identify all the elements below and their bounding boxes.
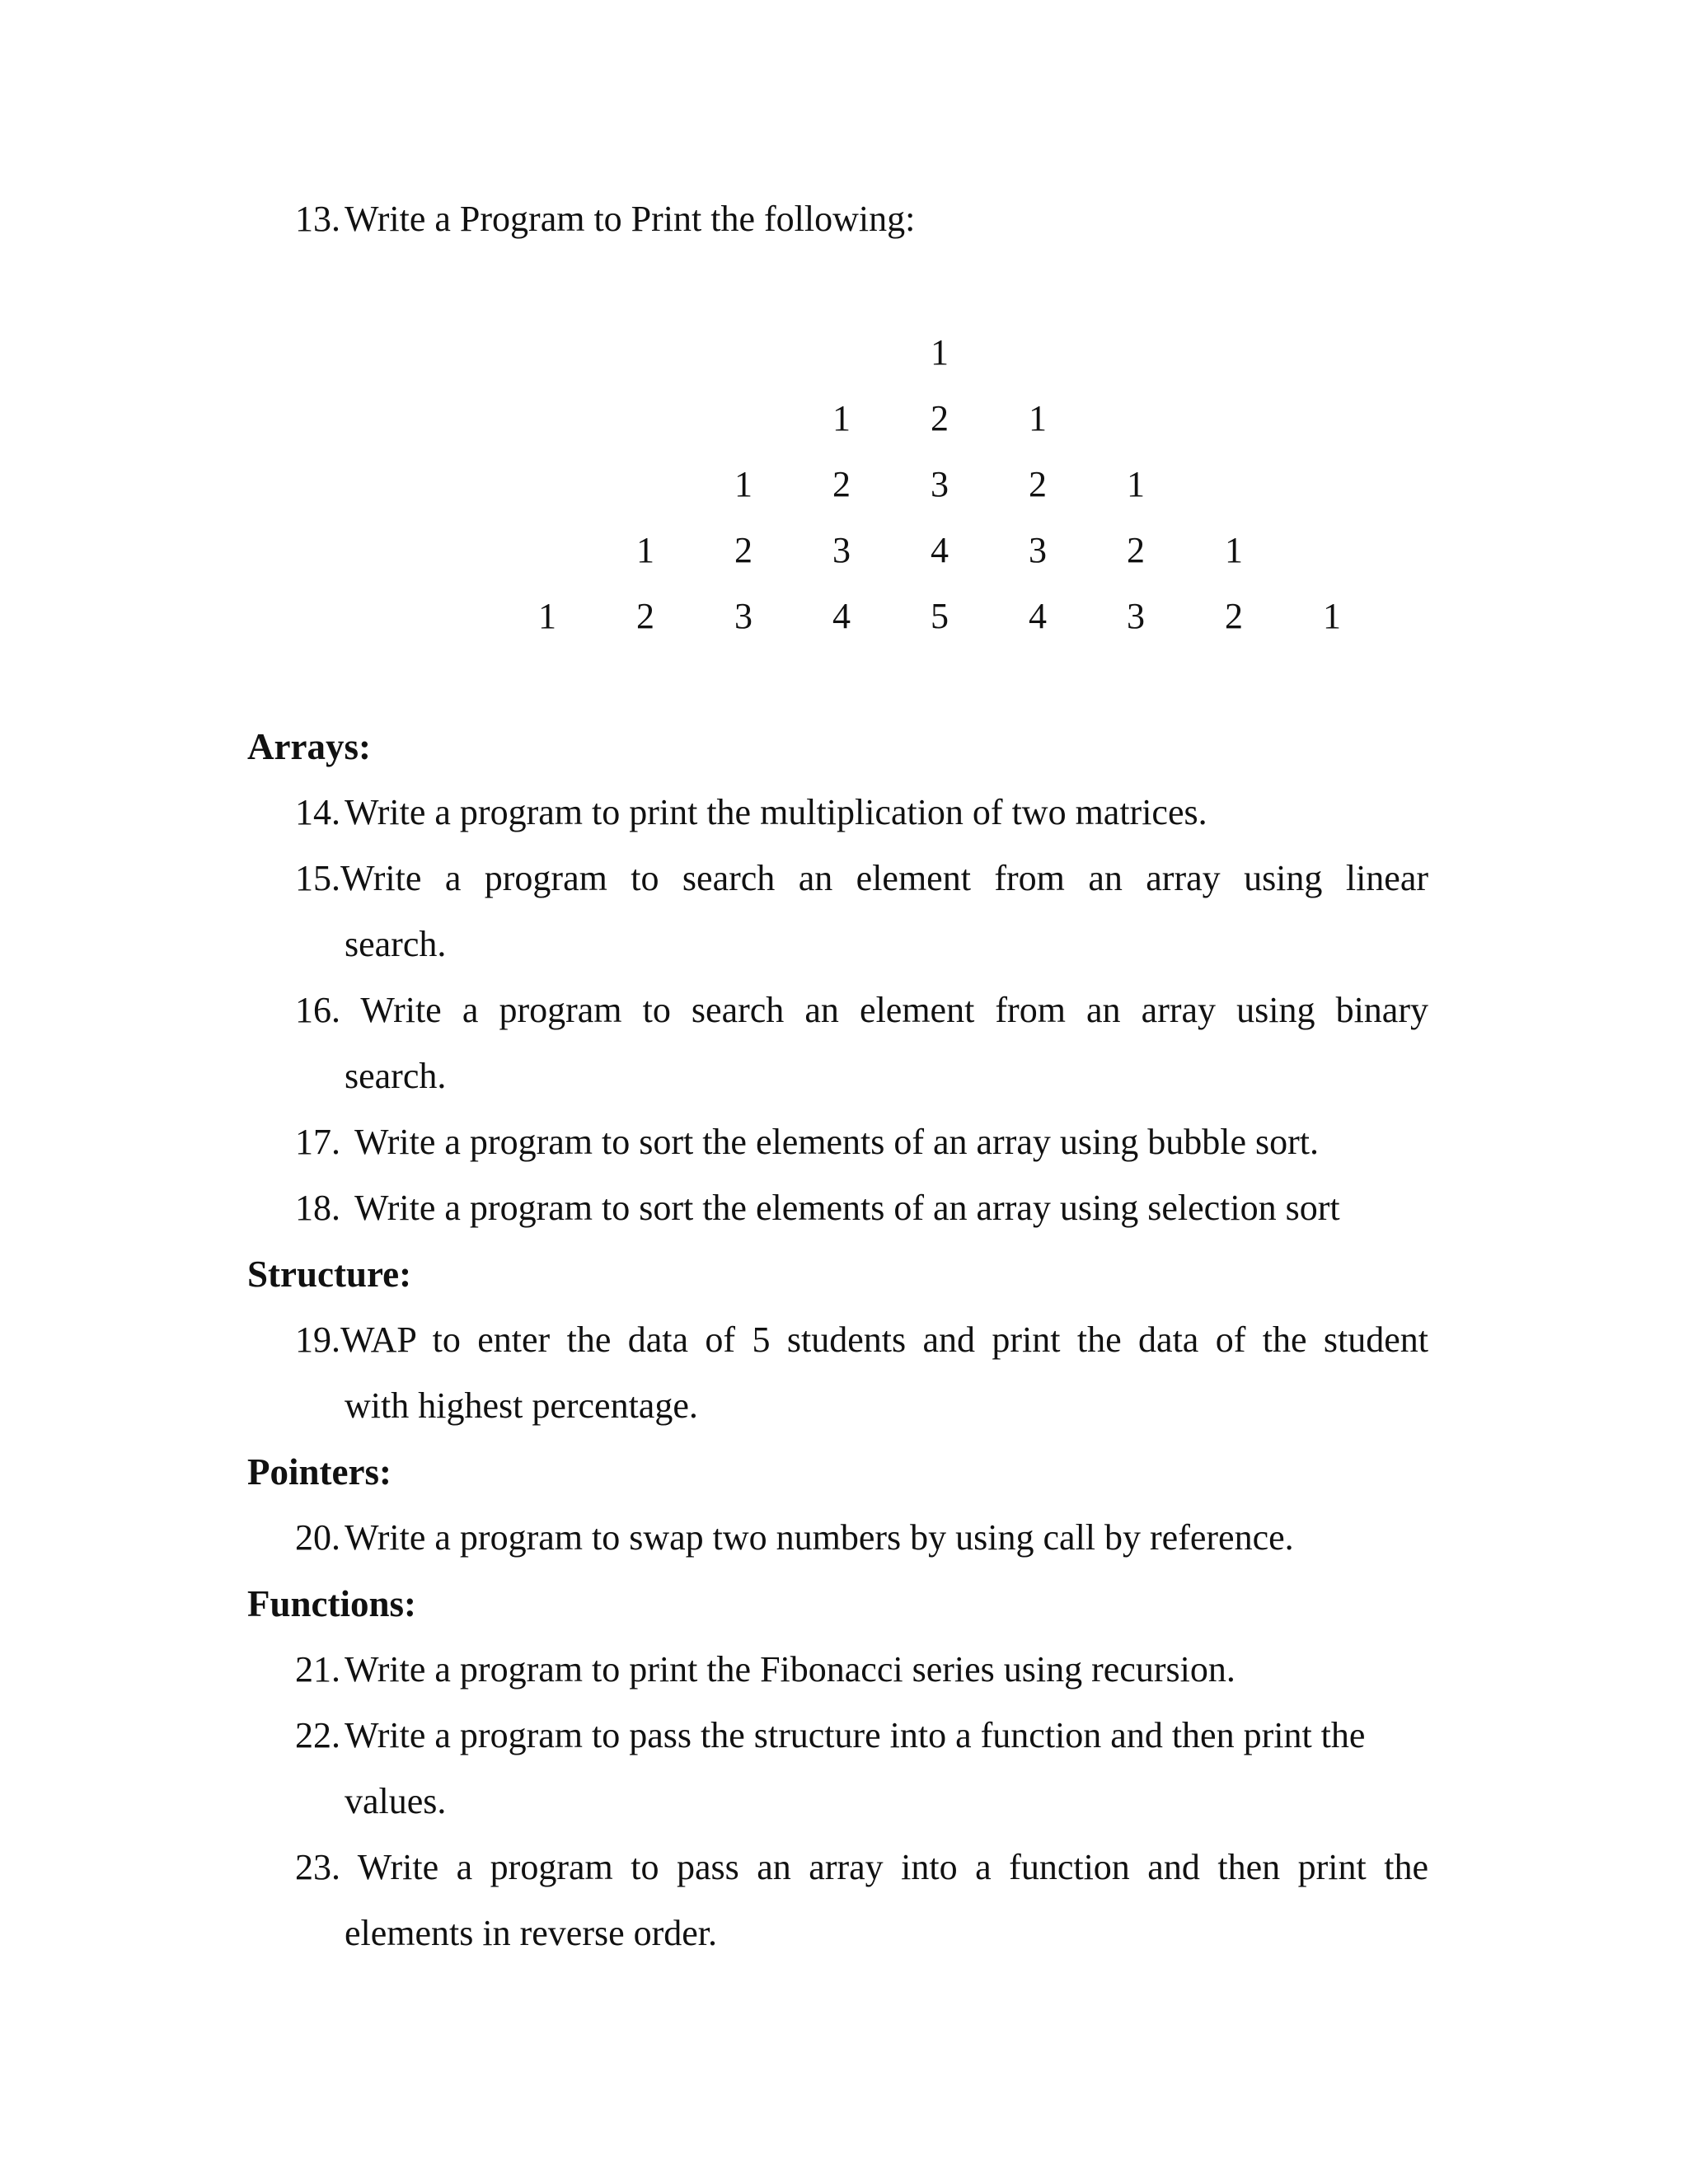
triangle-number: 1 — [538, 596, 556, 636]
triangle-number: 1 — [1225, 530, 1243, 570]
triangle-number: 2 — [832, 464, 851, 504]
question-19-line-1 — [295, 1315, 1428, 1365]
question-22-text-1: Write a program to pass the structure into a function and then print the — [345, 1715, 1366, 1755]
question-21-number: 21. — [295, 1649, 340, 1690]
question-19-number: 19. — [295, 1319, 340, 1360]
question-14 — [295, 788, 1207, 837]
triangle-number: 1 — [832, 398, 851, 438]
question-23-line-2: elements in reverse order. — [345, 1913, 718, 1953]
triangle-number: 2 — [931, 398, 949, 438]
section-heading-functions: Functions: — [247, 1583, 417, 1624]
question-20-number: 20. — [295, 1517, 340, 1558]
question-21-text: Write a program to print the Fibonacci series using recursion. — [345, 1649, 1236, 1690]
triangle-number: 3 — [734, 596, 753, 636]
question-16-line-1 — [295, 986, 1428, 1035]
triangle-number: 1 — [1127, 464, 1145, 504]
question-14-number: 14. — [295, 792, 340, 832]
question-18 — [295, 1183, 1340, 1233]
question-14-text: Write a program to print the multiplication of two matrices. — [345, 792, 1207, 832]
question-16-line-2: search. — [345, 1056, 447, 1096]
triangle-number: 3 — [1127, 596, 1145, 636]
question-23-number: 23. — [295, 1847, 340, 1887]
triangle-number: 2 — [636, 596, 654, 636]
question-15-line-2: search. — [345, 924, 447, 964]
triangle-number: 4 — [832, 596, 851, 636]
triangle-number: 1 — [734, 464, 753, 504]
question-19-text-1: WAP to enter the data of 5 students and print the data of the student — [340, 1319, 1428, 1360]
section-heading-structure: Structure: — [247, 1254, 412, 1295]
question-23-line-1 — [295, 1843, 1428, 1892]
question-21 — [295, 1645, 1236, 1694]
question-22-line-1 — [295, 1711, 1365, 1760]
triangle-number: 1 — [1323, 596, 1341, 636]
question-16-text-1: Write a program to search an element from an array using binary — [360, 990, 1428, 1030]
triangle-number: 2 — [1127, 530, 1145, 570]
question-17 — [295, 1118, 1319, 1167]
question-17-number: 17. — [295, 1122, 340, 1162]
question-23-text-1: Write a program to pass an array into a function and then print the — [357, 1847, 1428, 1887]
triangle-number: 1 — [1029, 398, 1047, 438]
question-20 — [295, 1513, 1294, 1563]
triangle-number: 2 — [1225, 596, 1243, 636]
question-16-number: 16. — [295, 990, 340, 1030]
triangle-number: 5 — [931, 596, 949, 636]
triangle-number: 3 — [1029, 530, 1047, 570]
triangle-number: 1 — [931, 332, 949, 373]
question-22-number: 22. — [295, 1715, 340, 1755]
triangle-number: 3 — [931, 464, 949, 504]
question-18-text: Write a program to sort the elements of an array using selection sort — [354, 1188, 1340, 1228]
question-15-line-1 — [295, 854, 1428, 903]
section-heading-arrays: Arrays: — [247, 726, 371, 767]
question-20-text: Write a program to swap two numbers by using call by reference. — [345, 1517, 1294, 1558]
question-18-number: 18. — [295, 1188, 340, 1228]
triangle-number: 3 — [832, 530, 851, 570]
triangle-number: 2 — [1029, 464, 1047, 504]
question-15-text-1: Write a program to search an element from an array using linear — [340, 858, 1428, 898]
question-17-text: Write a program to sort the elements of an array using bubble sort. — [354, 1122, 1319, 1162]
triangle-number: 2 — [734, 530, 753, 570]
question-13-number: 13. — [295, 199, 340, 239]
triangle-number: 1 — [636, 530, 654, 570]
triangle-number: 4 — [1029, 596, 1047, 636]
question-13-text: Write a Program to Print the following: — [345, 199, 916, 239]
question-22-line-2: values. — [345, 1781, 447, 1821]
question-19-line-2: with highest percentage. — [345, 1385, 698, 1426]
triangle-number: 4 — [931, 530, 949, 570]
section-heading-pointers: Pointers: — [247, 1451, 392, 1493]
question-15-number: 15. — [295, 858, 340, 898]
